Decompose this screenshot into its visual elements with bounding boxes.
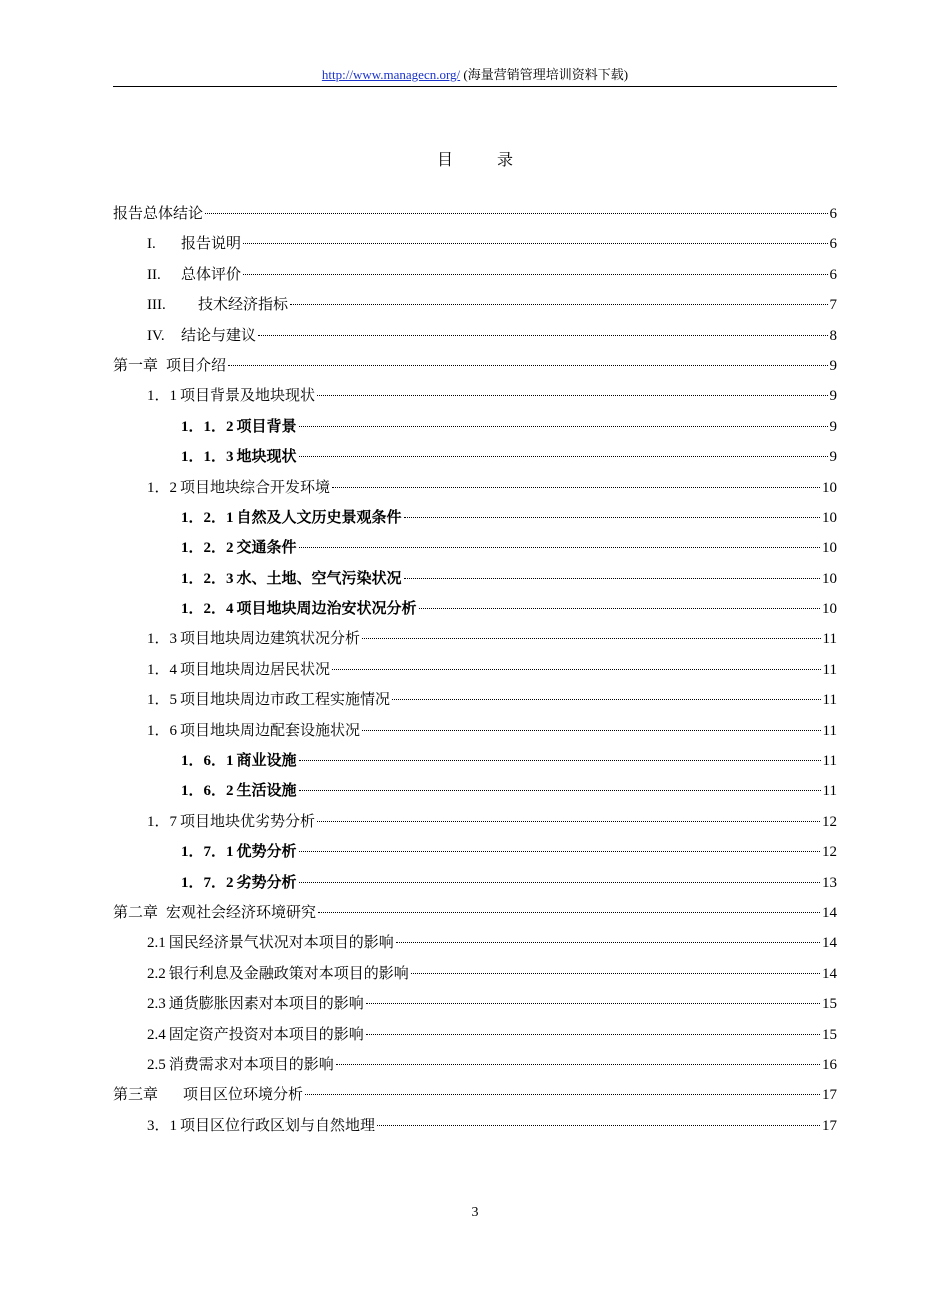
toc-entry-number: 1．7．1 (181, 844, 234, 861)
toc-entry[interactable] (113, 745, 837, 775)
dot-leader (299, 790, 821, 791)
header-url-link[interactable]: http://www.managecn.org/ (321, 67, 461, 82)
toc-entry-label: 总体评价 (181, 264, 242, 283)
toc-entry-page: 10 (822, 570, 837, 587)
toc-entry-number: 1．2．2 (181, 540, 234, 557)
toc-entry-label: 固定资产投资对本项目的影响 (168, 1024, 364, 1043)
toc-entry-number: 1．6．1 (181, 753, 234, 770)
toc-entry-page: 14 (822, 904, 837, 921)
toc-entry-number: 第一章 (113, 357, 159, 374)
dot-leader (243, 274, 827, 275)
toc-entry-number: 1．2．4 (181, 601, 234, 618)
toc-entry-page: 9 (829, 357, 837, 374)
toc-entry-number: 2.2 (147, 965, 166, 982)
toc-entry[interactable] (113, 502, 837, 532)
toc-entry-number: 1．1 (147, 388, 178, 405)
dot-leader (299, 882, 820, 883)
toc-entry-label: 国民经济景气状况对本项目的影响 (168, 933, 394, 952)
toc-entry-number: 2.4 (147, 1026, 166, 1043)
toc-entry-page: 11 (822, 631, 837, 648)
toc-entry[interactable] (113, 289, 837, 319)
toc-entry-page: 10 (822, 601, 837, 618)
toc-entry-number: 1．2 (147, 479, 178, 496)
dot-leader (392, 699, 821, 700)
toc-entry[interactable] (113, 350, 837, 380)
dot-leader (228, 365, 827, 366)
dot-leader (419, 608, 820, 609)
toc-entry-label: 报告总体结论 (113, 204, 204, 222)
toc-entry[interactable] (113, 806, 837, 836)
dot-leader (396, 942, 820, 943)
toc-entry-page: 9 (829, 418, 837, 435)
toc-entry[interactable] (113, 1079, 837, 1109)
toc-entry[interactable] (113, 684, 837, 714)
dot-leader (258, 335, 827, 336)
toc-entry-label: 项目地块周边建筑状况分析 (180, 629, 361, 648)
toc-entry-label: 项目地块综合开发环境 (180, 477, 331, 496)
toc-entry-page: 15 (822, 996, 837, 1013)
toc-entry-number: 1．4 (147, 661, 178, 678)
dot-leader (362, 730, 821, 731)
toc-entry-page: 6 (829, 266, 837, 283)
toc-entry-label: 结论与建议 (181, 325, 257, 344)
header-note: (海量营销管理培训资料下载) (463, 67, 629, 82)
toc-entry-number: 第三章 (113, 1087, 159, 1104)
toc-entry-label: 项目地块优劣势分析 (180, 811, 316, 830)
dot-leader (305, 1094, 820, 1095)
toc-entry-number: 1．6．2 (181, 783, 234, 800)
dot-leader (317, 821, 820, 822)
dot-leader (377, 1125, 820, 1126)
toc-entry-page: 12 (822, 813, 837, 830)
page-header (113, 66, 837, 87)
toc-entry-label: 项目区位环境分析 (183, 1085, 304, 1104)
toc-entry-number: 1．7 (147, 813, 178, 830)
dot-leader (404, 578, 820, 579)
toc-entry-label: 报告说明 (181, 234, 242, 253)
toc-entry-number: 3．1 (147, 1117, 178, 1134)
toc-entry[interactable] (113, 563, 837, 593)
toc-entry-page: 7 (829, 297, 837, 314)
toc-entry-label: 消费需求对本项目的影响 (168, 1054, 334, 1073)
toc-entry-label: 优势分析 (236, 842, 297, 861)
toc-entry-label: 项目地块周边配套设施状况 (180, 720, 361, 739)
dot-leader (317, 395, 827, 396)
toc-entry-label: 宏观社会经济环境研究 (166, 902, 317, 921)
toc-entry-number: IV. (147, 327, 165, 344)
toc-entry-page: 15 (822, 1026, 837, 1043)
toc-entry[interactable] (113, 775, 837, 805)
toc-entry-label: 项目地块周边市政工程实施情况 (180, 690, 391, 709)
toc-entry-label: 项目地块周边治安状况分析 (236, 599, 417, 618)
toc-entry-page: 11 (822, 692, 837, 709)
dot-leader (318, 912, 820, 913)
dot-leader (299, 456, 828, 457)
dot-leader (299, 426, 828, 427)
toc-entry[interactable] (113, 988, 837, 1018)
toc-entry-page: 11 (822, 661, 837, 678)
toc-entry-page: 6 (829, 236, 837, 253)
toc-entry-label: 自然及人文历史景观条件 (236, 507, 402, 526)
toc-entry-label: 商业设施 (236, 751, 297, 770)
toc-entry-number: I. (147, 236, 156, 253)
toc-entry[interactable] (113, 1049, 837, 1079)
toc-entry[interactable] (113, 897, 837, 927)
toc-entry-number: II. (147, 266, 161, 283)
toc-entry-page: 17 (822, 1087, 837, 1104)
toc-entry-label: 通货膨胀因素对本项目的影响 (168, 994, 364, 1013)
dot-leader (299, 760, 821, 761)
toc-entry-number: 1．2．3 (181, 570, 234, 587)
toc-entry[interactable] (113, 593, 837, 623)
toc-entry-number: 1．1．3 (181, 449, 234, 466)
toc-entry[interactable] (113, 320, 837, 350)
dot-leader (366, 1003, 820, 1004)
toc-entry[interactable] (113, 228, 837, 258)
toc-entry-page: 9 (829, 388, 837, 405)
dot-leader (290, 304, 827, 305)
dot-leader (411, 973, 820, 974)
dot-leader (336, 1064, 820, 1065)
toc-entry[interactable] (113, 532, 837, 562)
toc-entry-number: 第二章 (113, 904, 159, 921)
toc-entry-page: 10 (822, 540, 837, 557)
toc-entry-page: 10 (822, 479, 837, 496)
toc-entry-number: 1．2．1 (181, 509, 234, 526)
toc-entry-number: III. (147, 297, 166, 314)
toc-entry-page: 13 (822, 874, 837, 891)
toc-entry-label: 水、土地、空气污染状况 (236, 568, 402, 587)
toc-entry[interactable] (113, 654, 837, 684)
toc-entry[interactable] (113, 259, 837, 289)
toc-entry-page: 11 (822, 722, 837, 739)
dot-leader (332, 487, 820, 488)
table-of-contents (113, 198, 837, 1140)
toc-entry-label: 项目背景 (236, 416, 297, 435)
toc-entry-label: 项目区位行政区划与自然地理 (180, 1115, 376, 1134)
toc-entry[interactable] (113, 958, 837, 988)
toc-entry-number: 1．7．2 (181, 874, 234, 891)
toc-entry[interactable] (113, 198, 837, 228)
toc-entry-number: 2.1 (147, 935, 166, 952)
toc-entry-label: 银行利息及金融政策对本项目的影响 (168, 963, 409, 982)
dot-leader (362, 638, 821, 639)
toc-entry[interactable] (113, 927, 837, 957)
toc-entry-label: 项目介绍 (166, 355, 227, 374)
toc-entry-page: 16 (822, 1056, 837, 1073)
toc-entry-page: 14 (822, 965, 837, 982)
toc-entry-label: 项目地块周边居民状况 (180, 659, 331, 678)
toc-entry-page: 6 (829, 206, 837, 222)
toc-entry[interactable] (113, 441, 837, 471)
dot-leader (299, 851, 820, 852)
toc-entry[interactable] (113, 1110, 837, 1140)
toc-entry-label: 技术经济指标 (198, 295, 289, 314)
toc-entry-label: 项目背景及地块现状 (180, 386, 316, 405)
toc-entry[interactable] (113, 867, 837, 897)
toc-entry-page: 10 (822, 509, 837, 526)
toc-entry-number: 1．5 (147, 692, 178, 709)
toc-entry[interactable] (113, 411, 837, 441)
toc-entry-page: 14 (822, 935, 837, 952)
toc-entry[interactable] (113, 715, 837, 745)
toc-entry-number: 1．6 (147, 722, 178, 739)
toc-entry-page: 9 (829, 449, 837, 466)
toc-entry-page: 17 (822, 1117, 837, 1134)
toc-title: 目 录 (436, 150, 527, 169)
toc-entry-label: 劣势分析 (236, 872, 297, 891)
toc-entry[interactable] (113, 380, 837, 410)
dot-leader (243, 243, 827, 244)
toc-entry[interactable] (113, 1019, 837, 1049)
dot-leader (404, 517, 820, 518)
toc-entry-label: 地块现状 (236, 447, 297, 466)
toc-entry-number: 2.5 (147, 1056, 166, 1073)
dot-leader (299, 547, 820, 548)
toc-entry-page: 12 (822, 844, 837, 861)
toc-entry-label: 生活设施 (236, 781, 297, 800)
toc-entry-page: 11 (822, 753, 837, 770)
toc-entry[interactable] (113, 472, 837, 502)
page-number: 3 (471, 1205, 479, 1220)
toc-entry[interactable] (113, 623, 837, 653)
toc-entry-page: 8 (829, 327, 837, 344)
toc-entry-page: 11 (822, 783, 837, 800)
toc-entry-label: 交通条件 (236, 538, 297, 557)
dot-leader (332, 669, 821, 670)
toc-entry[interactable] (113, 836, 837, 866)
toc-entry-number: 2.3 (147, 996, 166, 1013)
toc-entry-number: 1．3 (147, 631, 178, 648)
toc-entry-number: 1．1．2 (181, 418, 234, 435)
dot-leader (205, 213, 827, 214)
dot-leader (366, 1034, 820, 1035)
